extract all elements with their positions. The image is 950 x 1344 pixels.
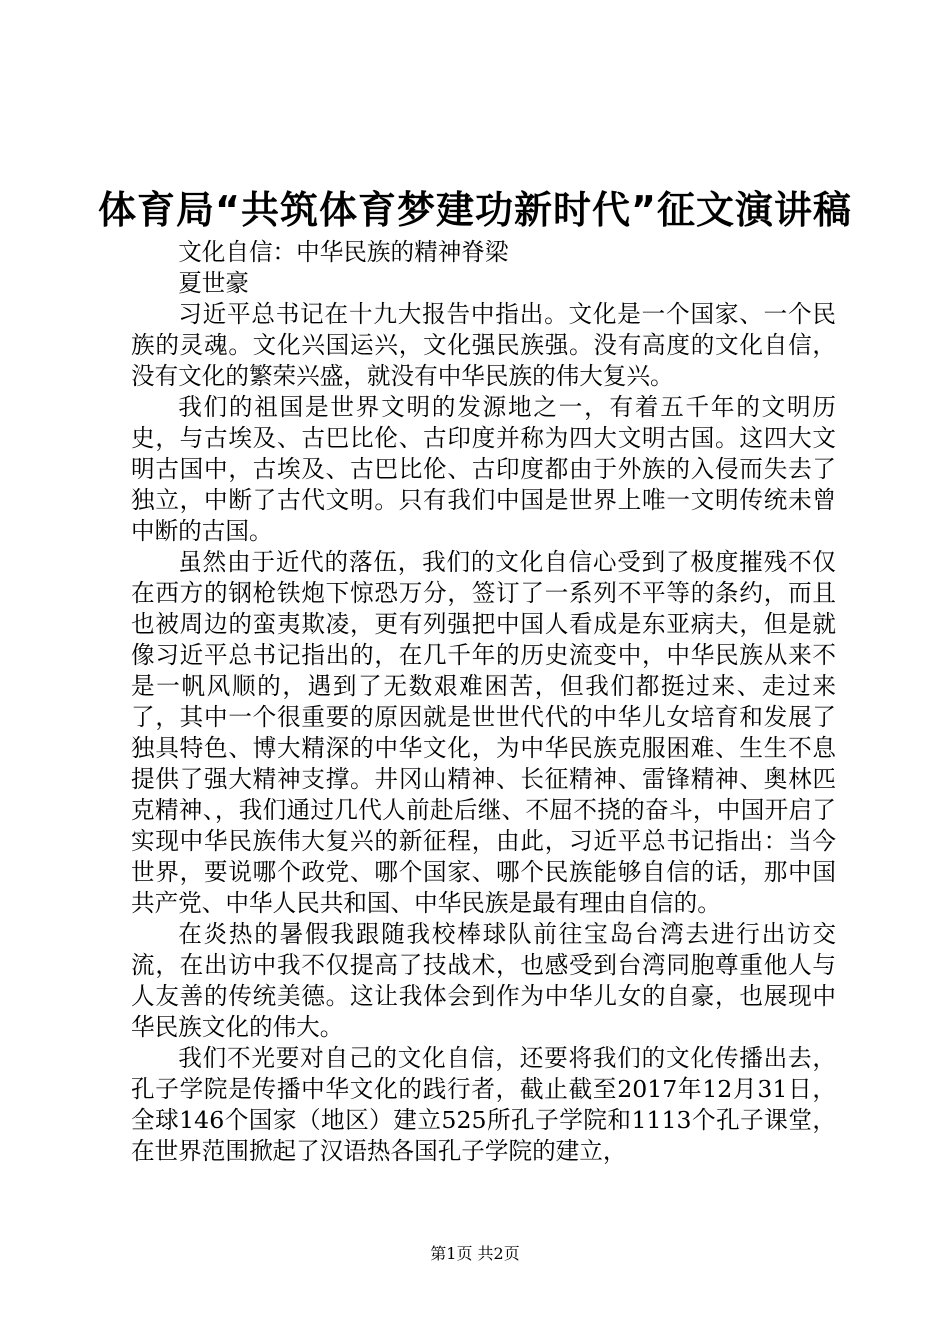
paragraph: 在炎热的暑假我跟随我校棒球队前往宝岛台湾去进行出访交流，在出访中我不仅提高了技战术，也感受到台湾同胞尊重他人与人友善的传统美德。这让我体会到作为中华儿女的自豪，也展现中华民族文化的伟大。 bbox=[131, 920, 836, 1041]
paragraph: 我们的祖国是世界文明的发源地之一，有着五千年的文明历史，与古埃及、古巴比伦、古印度并称为四大文明古国。这四大文明古国中，古埃及、古巴比伦、古印度都由于外族的入侵而失去了独立，中断了古代文明。只有我们中国是世界上唯一文明传统未曾中断的古国。 bbox=[131, 393, 836, 545]
page-title: 体育局“共筑体育梦建功新时代”征文演讲稿 bbox=[98, 188, 852, 232]
author: 夏世豪 bbox=[178, 269, 249, 297]
page-number: 第1页 共2页 bbox=[430, 1244, 520, 1263]
subtitle: 文化自信：中华民族的精神脊梁 bbox=[178, 238, 509, 266]
document-body bbox=[131, 237, 836, 1167]
paragraph: 习近平总书记在十九大报告中指出。文化是一个国家、一个民族的灵魂。文化兴国运兴，文化强民族强。没有高度的文化自信，没有文化的繁荣兴盛，就没有中华民族的伟大复兴。 bbox=[131, 300, 836, 390]
paragraph: 我们不光要对自己的文化自信，还要将我们的文化传播出去，孔子学院是传播中华文化的践行者，截止截至2017年12月31日，全球146个国家（地区）建立525所孔子学院和1113个孔子课堂，在世界范围掀起了汉语热各国孔子学院的建立， bbox=[131, 1044, 836, 1165]
paragraph: 虽然由于近代的落伍，我们的文化自信心受到了极度摧残不仅在西方的钢枪铁炮下惊恐万分，签订了一系列不平等的条约，而且也被周边的蛮夷欺凌，更有列强把中国人看成是东亚病夫，但是就像习近平总书记指出的，在几千年的历史流变中，中华民族从来不是一帆风顺的，遇到了无数艰难困苦，但我们都挺过来、走过来了，其中一个很重要的原因就是世世代代的中华儿女培育和发展了独具特色、博大精深的中华文化，为中华民族克服困难、生生不息提供了强大精神支撑。井冈山精神、长征精神、雷锋精神、奥林匹克精神、，我们通过几代人前赴后继、不屈不挠的奋斗，中国开启了实现中华民族伟大复兴的新征程，由此，习近平总书记指出：当今世界，要说哪个政党、哪个国家、哪个民族能够自信的话，那中国共产党、中华人民共和国、中华民族是最有理由自信的。 bbox=[131, 548, 836, 917]
